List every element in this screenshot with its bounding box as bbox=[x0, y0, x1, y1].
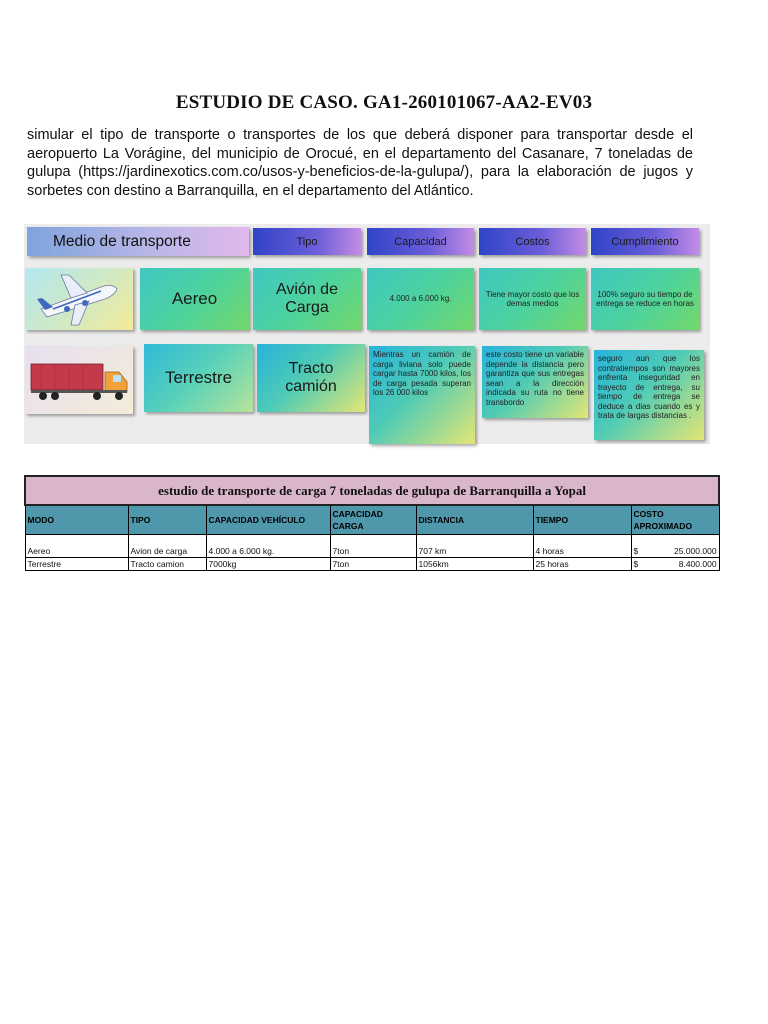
col-distancia: DISTANCIA bbox=[416, 505, 533, 535]
transport-infographic bbox=[24, 224, 710, 444]
header-capacidad: Capacidad bbox=[367, 228, 474, 255]
header-tipo: Tipo bbox=[253, 228, 361, 255]
cell-distancia: 707 km bbox=[416, 535, 533, 558]
intro-paragraph: simular el tipo de transporte o transportes de los que deberá disponer para transportar desde el aeropuerto La Vorágine, del municipio de Orocué, en el departamento del Casanare, 7 toneladas de gulupa (https://jardinexotics.com.co/usos-y-beneficios-de-la-gulupa/), para la elaboración de jugos y sorbetes con destino a Barranquilla, en el departamento del Atlántico. bbox=[27, 127, 693, 199]
cell-modo: Aereo bbox=[25, 535, 128, 558]
row-aereo-capacidad: 4.000 a 6.000 kg. bbox=[367, 268, 474, 330]
cell-tipo: Avion de carga bbox=[128, 535, 206, 558]
currency-symbol: $ bbox=[633, 559, 639, 569]
currency-symbol: $ bbox=[633, 546, 639, 556]
col-tipo: TIPO bbox=[128, 505, 206, 535]
table-row bbox=[25, 535, 719, 558]
row-terrestre-costos: este costo tiene un variable depende la distancia pero garantiza que sus entregas sean a la dirección indicada su ruta no tiene transbordo bbox=[482, 346, 588, 418]
cell-capacidad-carga: 7ton bbox=[330, 535, 416, 558]
document-title: ESTUDIO DE CASO. GA1-260101067-AA2-EV03 bbox=[175, 92, 593, 113]
cell-costo bbox=[631, 558, 719, 571]
row-aereo-costos: Tiene mayor costo que los demas medios bbox=[479, 268, 586, 330]
col-modo: MODO bbox=[25, 505, 128, 535]
cell-tiempo: 4 horas bbox=[533, 535, 631, 558]
cell-modo: Terrestre bbox=[25, 558, 128, 571]
airplane-icon bbox=[25, 268, 133, 330]
transport-study-table bbox=[24, 475, 718, 571]
row-terrestre-cumplimiento: seguro aun que los contratiempos son mayores enfrenta inseguridad en trayecto de entrega, su tiempo de entrega se deduce a dias cuando es y trata de largas distancias . bbox=[594, 350, 704, 440]
header-cumplimiento: Cumplimiento bbox=[591, 228, 699, 255]
row-aereo-cumplimiento: 100% seguro su tiempo de entrega se reduce en horas bbox=[591, 268, 699, 330]
row-aereo-tipo: Avión de Carga bbox=[253, 268, 361, 330]
table-header-row bbox=[25, 505, 719, 535]
table-row bbox=[25, 558, 719, 571]
header-medio-transporte: Medio de transporte bbox=[27, 227, 249, 256]
row-terrestre-medio: Terrestre bbox=[144, 344, 253, 412]
cell-distancia: 1056km bbox=[416, 558, 533, 571]
cell-tipo: Tracto camion bbox=[128, 558, 206, 571]
cost-value: 8.400.000 bbox=[678, 559, 717, 569]
col-capacidad-carga: CAPACIDAD CARGA bbox=[330, 505, 416, 535]
row-terrestre-capacidad: Mientras un camión de carga liviana solo puede cargar hasta 7000 kilos, los de carga pesada superan los 26 000 kilos bbox=[369, 346, 475, 444]
table-title: estudio de transporte de carga 7 toneladas de gulupa de Barranquilla a Yopal bbox=[25, 476, 719, 505]
cell-tiempo: 25 horas bbox=[533, 558, 631, 571]
cell-capacidad-vehiculo: 7000kg bbox=[206, 558, 330, 571]
cell-capacidad-vehiculo: 4.000 a 6.000 kg. bbox=[206, 535, 330, 558]
col-capacidad-vehiculo: CAPACIDAD VEHÍCULO bbox=[206, 505, 330, 535]
header-costos: Costos bbox=[479, 228, 586, 255]
cell-costo bbox=[631, 535, 719, 558]
cost-value: 25.000.000 bbox=[674, 546, 717, 556]
truck-icon bbox=[25, 346, 133, 414]
row-terrestre-tipo: Tracto camión bbox=[257, 344, 365, 412]
row-aereo-medio: Aereo bbox=[140, 268, 249, 330]
col-costo: COSTO APROXIMADO bbox=[631, 505, 719, 535]
col-tiempo: TIEMPO bbox=[533, 505, 631, 535]
cell-capacidad-carga: 7ton bbox=[330, 558, 416, 571]
